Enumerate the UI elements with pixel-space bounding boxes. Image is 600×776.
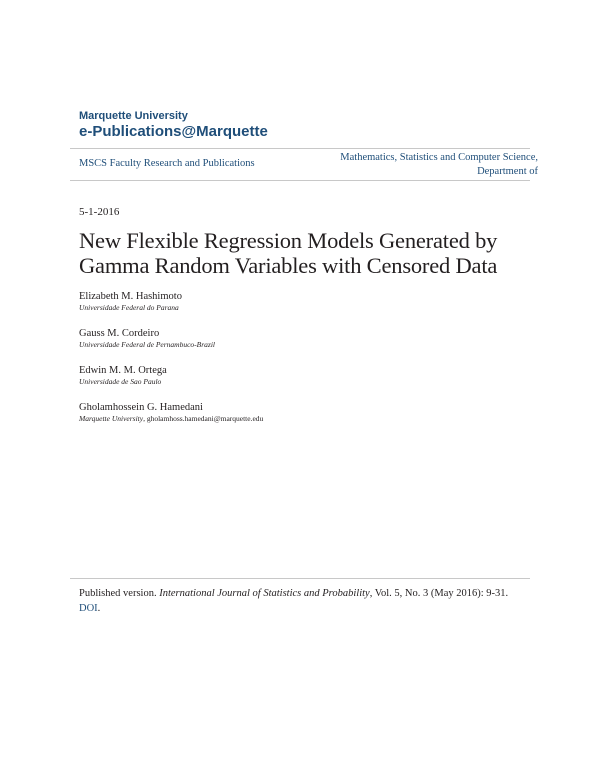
repository-name[interactable]: e-Publications@Marquette [79, 123, 268, 140]
author-email: gholamhoss.hamedani@marquette.edu [146, 414, 264, 423]
author-entry [79, 364, 539, 387]
divider-middle [70, 180, 530, 181]
author-entry [79, 290, 539, 313]
department-line-1: Mathematics, Statistics and Computer Science, [340, 152, 538, 163]
department-line-2: Department of [477, 166, 538, 177]
citation-prefix: Published version. [79, 588, 160, 599]
doi-suffix: . [97, 603, 101, 614]
author-name: Gauss M. Cordeiro [79, 328, 160, 339]
affiliation-name: Marquette University [79, 414, 144, 423]
author-list [79, 290, 539, 438]
divider-bottom [70, 578, 530, 579]
institution-name[interactable]: Marquette University [79, 110, 188, 122]
author-entry [79, 401, 539, 424]
author-name: Elizabeth M. Hashimoto [79, 291, 182, 302]
divider-top [70, 148, 530, 149]
repository-header [79, 110, 268, 141]
affiliation-name: Universidade Federal de Pernambuco-Brazil [79, 340, 216, 349]
author-affiliation: Marquette University, gholamhoss.hamedani@marquette.edu [79, 414, 264, 423]
author-affiliation [79, 303, 539, 313]
publication-date: 5-1-2016 [79, 206, 120, 218]
author-affiliation [79, 340, 539, 350]
article-title: New Flexible Regression Models Generated by Gamma Random Variables with Censored Data [79, 228, 498, 278]
journal-name: International Journal of Statistics and Probability [159, 588, 370, 599]
citation-details: , Vol. 5, No. 3 (May 2016): 9-31. [369, 588, 509, 599]
author-name: Gholamhossein G. Hamedani [79, 402, 203, 413]
citation-block [79, 586, 529, 616]
affiliation-name: Universidade de Sao Paulo [79, 377, 162, 386]
collection-link[interactable]: MSCS Faculty Research and Publications [79, 158, 255, 169]
author-affiliation [79, 377, 539, 387]
affiliation-name: Universidade Federal do Parana [79, 303, 179, 312]
author-name: Edwin M. M. Ortega [79, 365, 167, 376]
doi-link[interactable]: DOI [79, 603, 98, 614]
author-entry [79, 327, 539, 350]
department-link[interactable] [308, 151, 538, 179]
